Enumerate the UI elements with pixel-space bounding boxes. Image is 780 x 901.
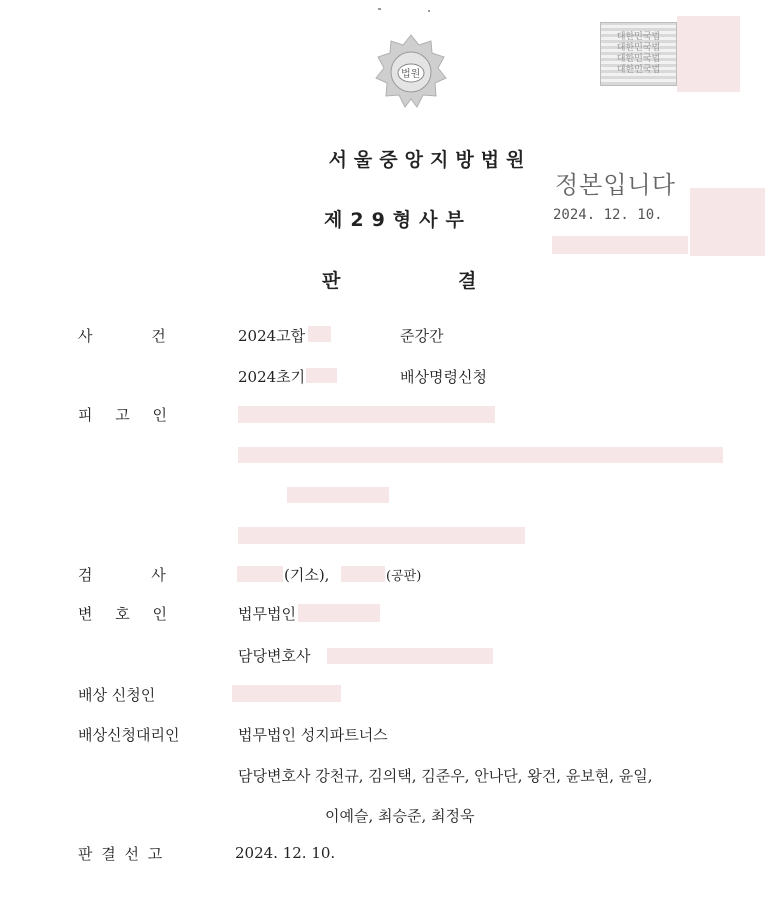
applicant-agent-label: 배상신청대리인 <box>78 726 180 744</box>
counsel-attorney-label: 담당변호사 <box>238 647 311 665</box>
redaction-box <box>238 447 723 463</box>
prosecutor-label: 검 사 <box>78 566 166 584</box>
verdict-label: 판 결 선 고 <box>78 845 163 863</box>
official-stamp <box>600 22 677 86</box>
stamp-line: 대한민국법 <box>616 65 661 75</box>
court-seal-logo <box>372 33 450 111</box>
redaction-box <box>232 685 341 702</box>
stamp-line: 대한민국법 <box>616 54 661 64</box>
redaction-box <box>308 326 331 342</box>
defendant-label: 피 고 인 <box>78 406 168 424</box>
case1-number: 2024고합 <box>238 327 306 345</box>
case2-name: 배상명령신청 <box>400 368 487 386</box>
redaction-box <box>306 368 337 383</box>
redaction-box <box>690 188 765 256</box>
case-label: 사 건 <box>78 327 166 345</box>
verdict-date: 2024. 12. 10. <box>235 844 336 862</box>
counsel-label: 변 호 인 <box>78 605 168 623</box>
redaction-box <box>552 236 688 254</box>
prosecutor-role-trial: (공판) <box>386 569 422 584</box>
counsel-firm: 법무법인 <box>238 605 296 623</box>
division-name: 제29형사부 <box>324 209 472 231</box>
agent-attorneys-line2: 이예슬, 최승준, 최정욱 <box>325 807 475 825</box>
agent-attorneys-line1: 담당변호사 강천규, 김의택, 김준우, 안나단, 왕건, 윤보현, 윤일, <box>238 767 653 785</box>
redaction-box <box>238 406 495 423</box>
agent-firm: 법무법인 성지파트너스 <box>238 726 388 744</box>
certification-date: 2024. 12. 10. <box>553 207 663 223</box>
redaction-box <box>677 16 740 92</box>
court-name: 서울중앙지방법원 <box>328 149 532 171</box>
redaction-box <box>237 566 283 582</box>
redaction-box <box>298 604 380 622</box>
certified-copy-text: 정본입니다 <box>555 171 676 199</box>
document-title-right: 결 <box>458 270 477 292</box>
redaction-box <box>238 527 525 544</box>
case2-number: 2024초기 <box>238 368 306 386</box>
stamp-line: 대한민국법 <box>616 32 661 42</box>
applicant-label: 배상 신청인 <box>78 686 156 704</box>
prosecutor-role-indictment: (기소), <box>284 566 330 584</box>
case1-name: 준강간 <box>400 327 444 345</box>
redaction-box <box>327 648 493 664</box>
document-title-left: 판 <box>322 270 341 292</box>
redaction-box <box>287 487 389 503</box>
scan-speck <box>428 10 430 12</box>
seal-text: 법원 <box>401 69 421 80</box>
scan-speck <box>378 8 381 10</box>
stamp-line: 대한민국법 <box>616 43 661 53</box>
redaction-box <box>341 566 385 582</box>
